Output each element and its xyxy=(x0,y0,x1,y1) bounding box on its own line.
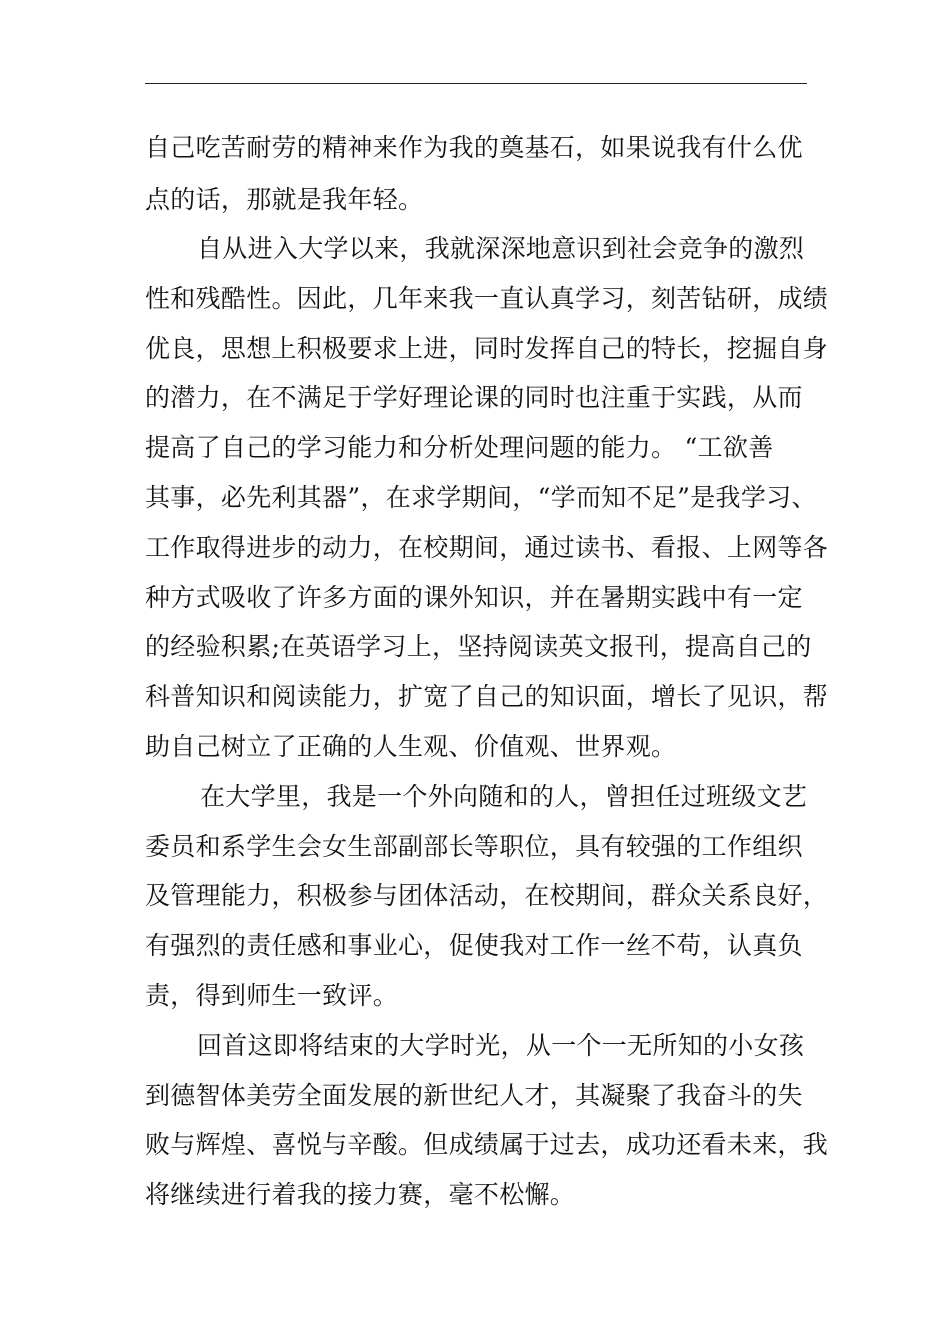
text-line: 点的话，那就是我年轻。 xyxy=(145,185,424,214)
text-line: 提高了自己的学习能力和分析处理问题的能力。 “工欲善 xyxy=(145,433,774,462)
text-line: 种方式吸收了许多方面的课外知识，并在暑期实践中有一定 xyxy=(145,583,803,612)
text-line: 优良，思想上积极要求上进，同时发挥自己的特长，挖掘自身 xyxy=(145,334,829,363)
text-line: 及管理能力，积极参与团体活动，在校期间，群众关系良好， xyxy=(145,881,829,910)
text-line: 性和残酷性。因此，几年来我一直认真学习，刻苦钻研，成绩 xyxy=(145,284,829,313)
text-line: 的经验积累;在英语学习上，坚持阅读英文报刊，提高自己的 xyxy=(145,632,812,661)
text-line: 工作取得进步的动力，在校期间，通过读书、看报、上网等各 xyxy=(145,533,829,562)
text-line: 的潜力，在不满足于学好理论课的同时也注重于实践，从而 xyxy=(145,383,803,412)
paragraph-first-line: 自从进入大学以来，我就深深地意识到社会竞争的激烈 xyxy=(197,234,805,263)
paragraph-first-line: 在大学里，我是一个外向随和的人，曾担任过班级文艺 xyxy=(200,782,808,811)
text-line: 有强烈的责任感和事业心，促使我对工作一丝不苟，认真负 xyxy=(145,931,803,960)
text-line: 责，得到师生一致评。 xyxy=(145,981,399,1010)
text-line: 败与辉煌、喜悦与辛酸。但成绩属于过去，成功还看未来，我 xyxy=(145,1130,829,1159)
text-line: 助自己树立了正确的人生观、价值观、世界观。 xyxy=(145,732,677,761)
text-line: 其事，必先利其器”，在求学期间，“学而知不足”是我学习、 xyxy=(145,483,817,512)
text-line: 到德智体美劳全面发展的新世纪人才，其凝聚了我奋斗的失 xyxy=(145,1081,803,1110)
text-line: 将继续进行着我的接力赛，毫不松懈。 xyxy=(145,1180,576,1209)
text-line: 科普知识和阅读能力，扩宽了自己的知识面，增长了见识，帮 xyxy=(145,682,829,711)
paragraph-first-line: 回首这即将结束的大学时光，从一个一无所知的小女孩 xyxy=(197,1031,805,1060)
text-line: 自己吃苦耐劳的精神来作为我的奠基石，如果说我有什么优 xyxy=(145,133,803,162)
header-rule xyxy=(145,83,807,84)
text-line: 委员和系学生会女生部副部长等职位，具有较强的工作组织 xyxy=(145,832,803,861)
